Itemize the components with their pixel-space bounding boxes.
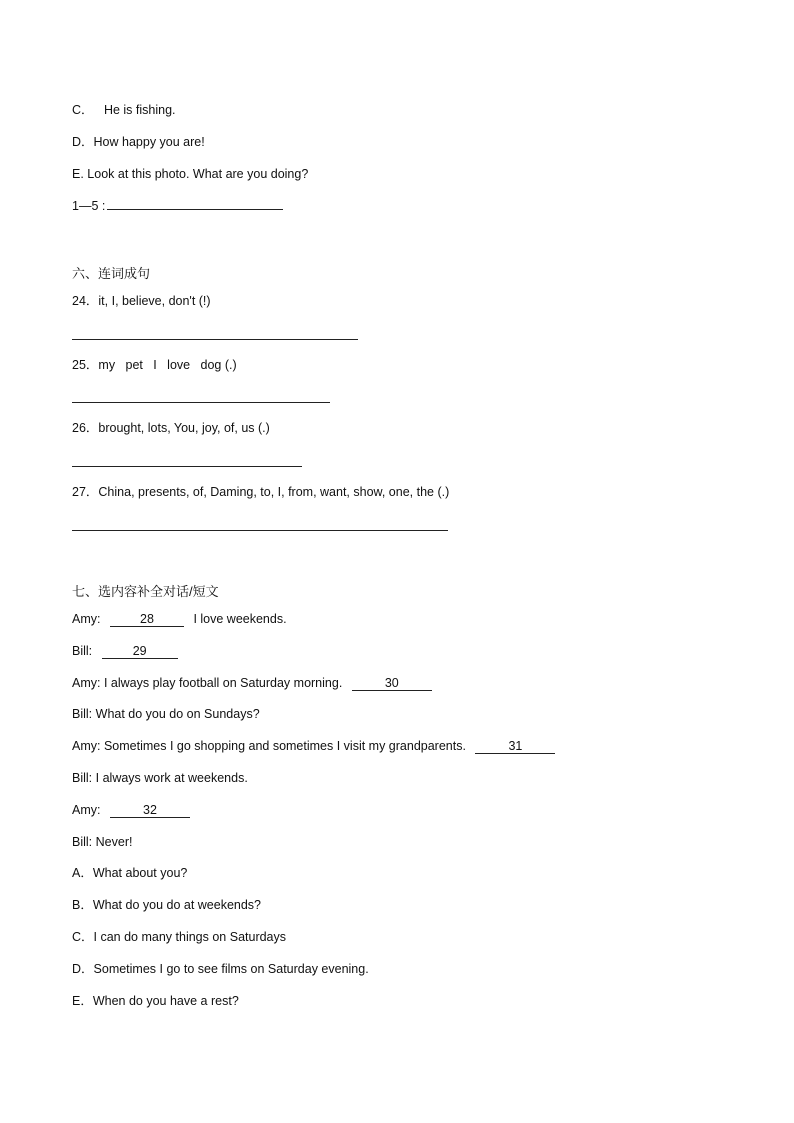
blank-31[interactable]: 31 (475, 739, 555, 754)
dialogue-text: I always work at weekends. (95, 771, 248, 785)
dialogue-line (72, 770, 248, 786)
option-c (72, 102, 176, 118)
dialogue-line (72, 675, 438, 691)
answer-line-27[interactable] (72, 530, 448, 531)
question-26 (72, 420, 270, 436)
speaker: Amy: (72, 739, 101, 753)
blank-28[interactable]: 28 (110, 612, 184, 627)
answer-line-1-5 (72, 198, 289, 214)
option-text: He is fishing. (103, 103, 176, 117)
option-d (72, 961, 369, 977)
dialogue-line (72, 738, 561, 754)
section-6-title: 六、连词成句 (72, 266, 151, 281)
blank-29[interactable]: 29 (102, 644, 178, 659)
answer-blank[interactable] (107, 209, 283, 210)
question-number: 25． (72, 358, 99, 372)
answer-line-25[interactable] (72, 402, 330, 403)
option-letter: B． (72, 898, 93, 912)
question-number: 27． (72, 485, 99, 499)
option-text: How happy you are! (93, 135, 205, 149)
dialogue-line (72, 706, 260, 722)
blank-30[interactable]: 30 (352, 676, 432, 691)
answer-line-26[interactable] (72, 466, 302, 467)
dialogue-line (72, 611, 287, 627)
speaker: Bill: (72, 835, 93, 849)
option-letter: C． (72, 930, 94, 944)
option-b (72, 897, 261, 913)
option-d (72, 134, 205, 150)
speaker: Amy: (72, 676, 101, 690)
question-24 (72, 293, 211, 309)
option-letter: E. (72, 167, 84, 181)
option-text: Look at this photo. What are you doing? (87, 167, 309, 181)
question-words: it, I, believe, don't (!) (98, 294, 211, 308)
option-a (72, 865, 187, 881)
option-c (72, 929, 286, 945)
option-letter: C． (72, 103, 94, 117)
speaker: Amy: (72, 612, 101, 626)
question-words: brought, lots, You, joy, of, us (.) (98, 421, 270, 435)
blank-32[interactable]: 32 (110, 803, 190, 818)
dialogue-text: Never! (95, 835, 133, 849)
question-number: 26． (72, 421, 99, 435)
option-letter: A． (72, 866, 93, 880)
speaker: Bill: (72, 644, 93, 658)
option-text: What do you do at weekends? (92, 898, 262, 912)
option-text: Sometimes I go to see films on Saturday evening. (93, 962, 369, 976)
dialogue-line (72, 802, 196, 818)
dialogue-line (72, 643, 184, 659)
option-text: I can do many things on Saturdays (93, 930, 287, 944)
option-text: When do you have a rest? (92, 994, 239, 1008)
option-letter: D． (72, 135, 94, 149)
speaker: Amy: (72, 803, 101, 817)
question-words: my pet I love dog (.) (98, 358, 237, 372)
dialogue-text: I love weekends. (193, 612, 287, 626)
dialogue-text: Sometimes I go shopping and sometimes I visit my grandparents. (103, 739, 466, 753)
option-letter: E． (72, 994, 93, 1008)
dialogue-text: What do you do on Sundays? (95, 707, 260, 721)
answer-line-24[interactable] (72, 339, 358, 340)
speaker: Bill: (72, 707, 93, 721)
option-e (72, 993, 239, 1009)
dialogue-text: I always play football on Saturday morning. (103, 676, 343, 690)
answer-label: 1—5 : (72, 199, 106, 213)
option-letter: D． (72, 962, 94, 976)
section-7-title: 七、选内容补全对话/短文 (72, 584, 219, 599)
speaker: Bill: (72, 771, 93, 785)
question-25 (72, 357, 237, 373)
question-words: China, presents, of, Daming, to, I, from, want, show, one, the (.) (98, 485, 450, 499)
question-27 (72, 484, 449, 500)
option-text: What about you? (92, 866, 188, 880)
option-e (72, 166, 308, 182)
question-number: 24． (72, 294, 99, 308)
dialogue-line (72, 834, 132, 850)
